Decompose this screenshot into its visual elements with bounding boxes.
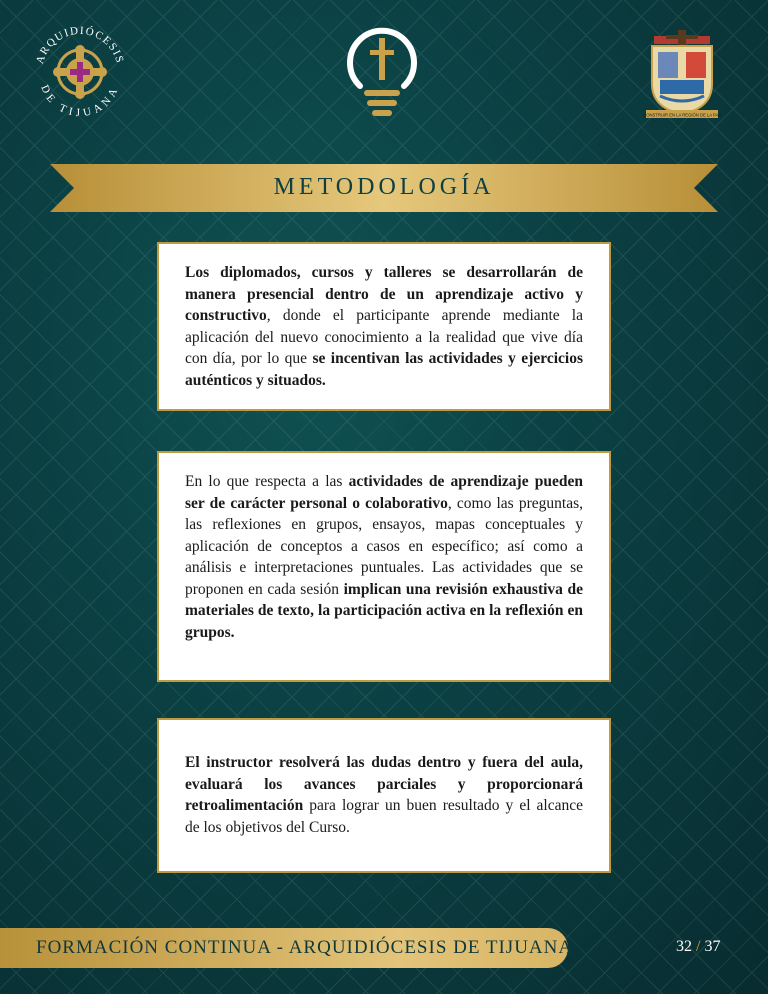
page-current: 32: [676, 938, 692, 955]
cross-lightbulb-icon: [340, 20, 424, 124]
methodology-card-3: [157, 718, 611, 873]
card-text-segment: actividades de aprendizaje pueden ser de carácter personal o colaborativo: [185, 473, 583, 512]
card-2-text: [185, 471, 583, 643]
footer-title: FORMACIÓN CONTINUA - ARQUIDIÓCESIS DE TIJUANA: [36, 937, 574, 958]
card-text-segment: implican una revisión exhaustiva de materiales de texto, la participación activa en la reflexión en grupos.: [185, 580, 583, 641]
card-text-segment: , donde el participante aprende mediante la aplicación del nuevo conocimiento a la realidad que vive día con día, por lo que: [185, 307, 583, 367]
page-separator: /: [696, 938, 701, 955]
card-text-segment: El instructor resolverá las dudas dentro y fuera del aula, evaluará los avances parciales y proporcionará retroalimentación: [185, 754, 583, 814]
card-text-segment: En lo que respecta a las: [185, 473, 349, 490]
archdiocese-seal-icon: [28, 20, 132, 124]
logo-text-bottom: DE TIJUANA: [38, 83, 122, 120]
card-3-text: [185, 752, 583, 838]
card-text-segment: Los diplomados, cursos y talleres se desarrollarán de manera presencial dentro de un aprendizaje activo y constructivo: [185, 264, 583, 324]
coat-of-arms-icon: [640, 30, 724, 122]
logo-text-top: ARQUIDIÓCESIS: [33, 24, 127, 66]
section-title: METODOLOGÍA: [273, 174, 495, 200]
page-total: 37: [704, 938, 721, 955]
section-banner: [50, 164, 718, 212]
methodology-card-1: [157, 242, 611, 411]
coat-ribbon-text: CONSTRUIR EN LA REGIÓN DE LA PAZ: [643, 112, 721, 118]
footer-bar: [0, 928, 574, 968]
methodology-card-2: [157, 451, 611, 682]
card-text-segment: se incentivan las actividades y ejercicios auténticos y situados.: [185, 350, 583, 389]
card-text-segment: , como las preguntas, las reflexiones en grupos, ensayos, mapas conceptuales y aplicación de conceptos a casos en específico; así como a análisis e interpretaciones puntuales. Las actividades que se proponen en cada sesión: [185, 494, 583, 598]
card-text-segment: para lograr un buen resultado y el alcance de los objetivos del Curso.: [185, 797, 583, 836]
page-number: [676, 938, 720, 956]
card-1-text: [185, 262, 583, 391]
